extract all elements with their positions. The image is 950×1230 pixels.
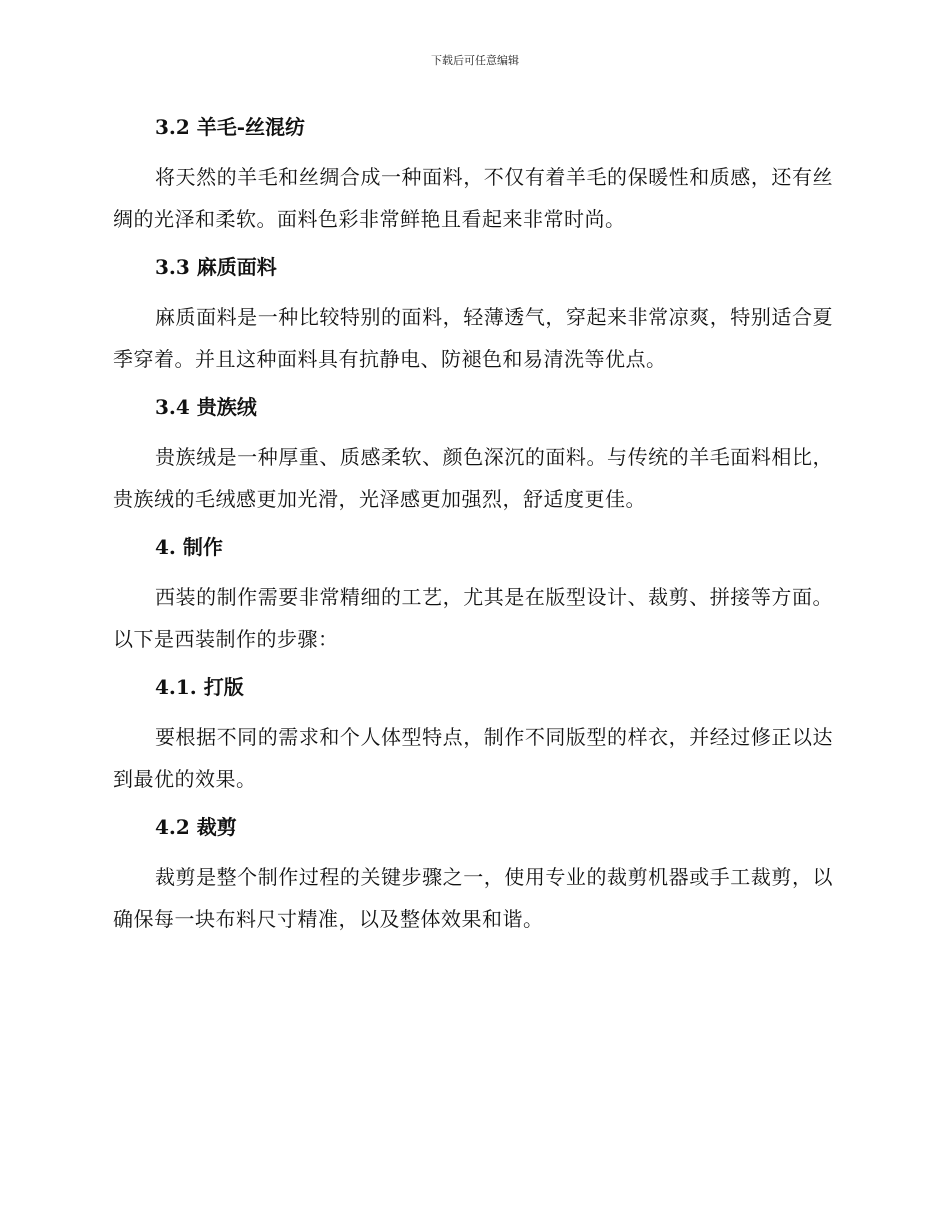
document-body	[113, 110, 833, 950]
section-4-1	[113, 670, 833, 800]
section-3-2	[113, 110, 833, 240]
section-heading: 4.2 裁剪	[155, 815, 237, 839]
section-paragraph: 麻质面料是一种比较特别的面料，轻薄透气，穿起来非常凉爽，特别适合夏季穿着。并且这种面料具有抗静电、防褪色和易清洗等优点。	[113, 305, 833, 371]
section-heading: 4.1. 打版	[155, 675, 244, 699]
section-4	[113, 530, 833, 660]
section-paragraph: 贵族绒是一种厚重、质感柔软、颜色深沉的面料。与传统的羊毛面料相比，贵族绒的毛绒感更加光滑，光泽感更加强烈，舒适度更佳。	[113, 445, 833, 511]
section-4-2	[113, 810, 833, 940]
page-header: 下载后可任意编辑	[431, 54, 519, 67]
section-paragraph: 裁剪是整个制作过程的关键步骤之一，使用专业的裁剪机器或手工裁剪，以确保每一块布料尺寸精准，以及整体效果和谐。	[113, 865, 833, 931]
section-paragraph: 将天然的羊毛和丝绸合成一种面料，不仅有着羊毛的保暖性和质感，还有丝绸的光泽和柔软。面料色彩非常鲜艳且看起来非常时尚。	[113, 165, 833, 231]
section-3-3	[113, 250, 833, 380]
section-paragraph: 西装的制作需要非常精细的工艺，尤其是在版型设计、裁剪、拼接等方面。以下是西装制作的步骤：	[113, 585, 833, 651]
section-heading: 3.2 羊毛-丝混纺	[155, 115, 306, 139]
section-3-4	[113, 390, 833, 520]
section-heading: 4. 制作	[155, 535, 223, 559]
section-paragraph: 要根据不同的需求和个人体型特点，制作不同版型的样衣，并经过修正以达到最优的效果。	[113, 725, 833, 791]
section-heading: 3.3 麻质面料	[155, 255, 277, 279]
section-heading: 3.4 贵族绒	[155, 395, 257, 419]
